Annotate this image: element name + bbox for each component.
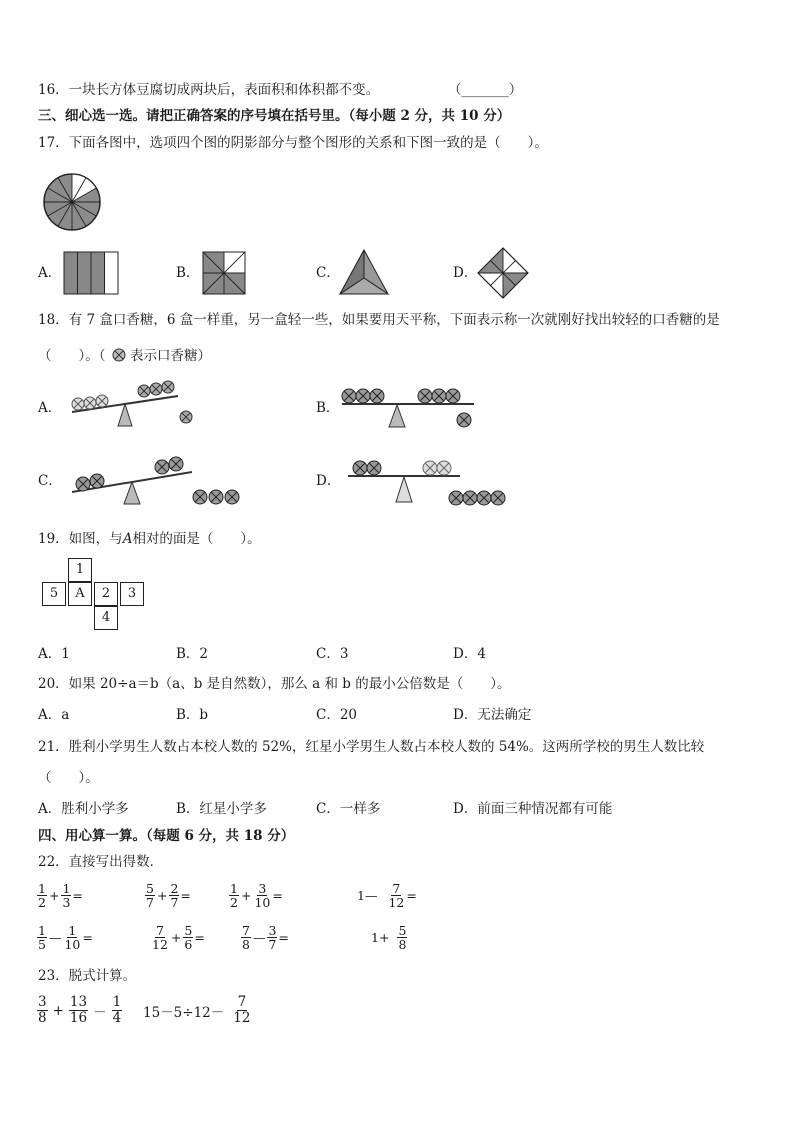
q17-option-c-label[interactable]: C． <box>316 265 340 281</box>
q20-option-a[interactable]: A．a <box>38 707 70 723</box>
q16-text: 16．一块长方体豆腐切成两块后，表面积和体积都不变。 <box>38 82 380 98</box>
q17-text: 17．下面各图中，选项四个图的阴影部分与整个图形的关系和下图一致的是（ ）。 <box>38 135 548 151</box>
q17-option-b-label[interactable]: B． <box>176 265 200 281</box>
q21-option-b[interactable]: B．红星小学多 <box>176 801 267 817</box>
q23-expression-2: 15－5÷12－ 7 12 <box>143 994 251 1026</box>
q17-option-d-label[interactable]: D． <box>453 265 478 281</box>
net-face-top: 1 <box>68 558 92 582</box>
q18-option-a-balance[interactable] <box>66 378 196 428</box>
q20-option-b[interactable]: B．b <box>176 707 209 723</box>
q18-option-c-label[interactable]: C． <box>38 473 62 489</box>
q18-option-a-label[interactable]: A． <box>38 400 62 416</box>
q20-option-c[interactable]: C．20 <box>316 707 358 723</box>
q22-item-7: 7 8 — $\frac{3}{7}$ = <box>242 923 289 952</box>
q22-item-1: 1 2 + $\frac{1}{3}$ = <box>38 881 83 910</box>
q18-text-continued: （ ）。（ <box>38 348 106 364</box>
q17-option-b-figure[interactable] <box>203 252 245 294</box>
q21-option-a[interactable]: A．胜利小学多 <box>38 801 129 817</box>
q23-expression-1: 3 8 + $\frac{13}{16}$ － 1 4 <box>38 994 122 1026</box>
q22-text: 22．直接写出得数． <box>38 854 164 870</box>
q21-text-continued: （ ）。 <box>38 770 99 786</box>
q19-option-b[interactable]: B．2 <box>176 646 209 662</box>
q19-var: A <box>122 531 133 547</box>
net-face-right2: 3 <box>120 582 144 606</box>
q19-text-post: 相对的面是（ ）。 <box>132 531 261 547</box>
q22-item-5: 1 5 — $\frac{1}{10}$ = <box>38 923 93 952</box>
q22-item-8: 1+ 5 8 <box>371 923 407 952</box>
q17-option-a-figure[interactable] <box>64 252 118 294</box>
q18-option-d-balance[interactable] <box>346 452 506 512</box>
q18-option-d-label[interactable]: D． <box>316 473 341 489</box>
q23-text: 23．脱式计算。 <box>38 968 137 984</box>
net-face-bottom: 4 <box>94 606 118 630</box>
q21-option-d[interactable]: D．前面三种情况都有可能 <box>453 801 613 817</box>
q22-item-2: 5 7 + $\frac{2}{7}$ = <box>146 881 191 910</box>
q19-option-c[interactable]: C．3 <box>316 646 349 662</box>
q18-option-c-balance[interactable] <box>70 450 250 510</box>
q19-option-d[interactable]: D．4 <box>453 646 486 662</box>
q22-item-3: 1 2 + $\frac{3}{10}$ = <box>230 881 283 910</box>
q17-option-c-figure[interactable] <box>340 250 388 294</box>
q18-text: 18．有 7 盒口香糖，6 盒一样重，另一盒轻一些，如果要用天平称，下面表示称一次就刚好找出较轻的口香糖的是 <box>38 312 720 328</box>
net-face-center: A <box>68 582 92 606</box>
net-face-right1: 2 <box>94 582 118 606</box>
q19-option-a[interactable]: A．1 <box>38 646 70 662</box>
q22-item-6: 7 12 + $\frac{5}{6}$ = <box>152 923 205 952</box>
q20-option-d[interactable]: D．无法确定 <box>453 707 532 723</box>
q19-text-pre: 19．如图，与 <box>38 531 123 547</box>
q22-item-4: 1— $\frac{7}{12}$ = <box>357 881 417 910</box>
gum-legend-icon <box>112 348 126 362</box>
q20-text: 20．如果 20÷a＝b（a、b 是自然数），那么 a 和 b 的最小公倍数是（ ）。 <box>38 676 511 692</box>
q17-option-d-figure[interactable] <box>478 248 528 298</box>
q21-text: 21．胜利小学男生人数占本校人数的 52%，红星小学男生人数占本校人数的 54%。这两所学校的男生人数比较 <box>38 739 705 755</box>
q18-legend-text: 表示口香糖） <box>130 348 211 364</box>
q19-text <box>38 531 261 547</box>
q21-option-c[interactable]: C．一样多 <box>316 801 381 817</box>
q18-option-b-balance[interactable] <box>340 380 480 432</box>
q17-option-a-label[interactable]: A． <box>38 265 62 281</box>
q17-reference-circle <box>42 172 102 232</box>
section3-heading: 三、细心选一选。请把正确答案的序号填在括号里。（每小题 2 分，共 10 分） <box>38 108 511 124</box>
q18-option-b-label[interactable]: B． <box>316 400 340 416</box>
section4-heading: 四、用心算一算。（每题 6 分，共 18 分） <box>38 828 295 844</box>
q16-answer-blank[interactable]: （_______） <box>448 82 523 98</box>
net-face-left: 5 <box>42 582 66 606</box>
